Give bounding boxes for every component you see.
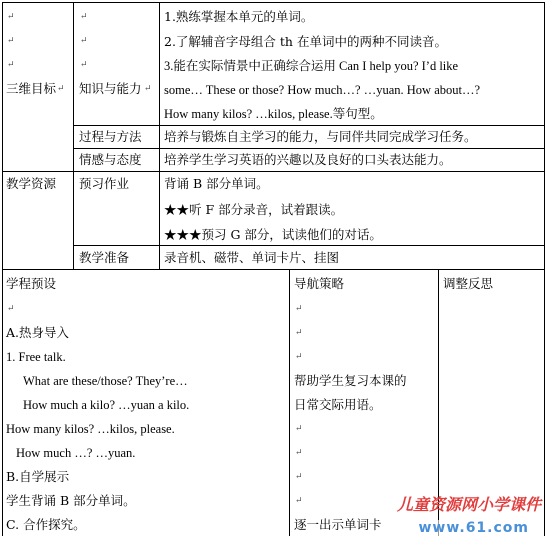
knowledge-line: 2.了解辅音字母组合 th 在单词中的两种不同读音。 [164, 34, 447, 49]
paragraph-mark: ↵ [80, 60, 88, 70]
process-header: 学程预设 [6, 276, 57, 291]
process-line: C. 合作探究。 [6, 517, 86, 532]
reflection-header: 调整反思 [443, 276, 494, 291]
watermark-title: 儿童资源网小学课件 [396, 495, 541, 514]
process-line: 1. Free talk. [6, 350, 66, 364]
emotion-label: 情感与态度 [79, 152, 142, 167]
paragraph-mark: ↵ [80, 12, 88, 22]
knowledge-line: How many kilos? …kilos, please.等句型。 [164, 107, 383, 121]
paragraph-mark: ↵ [295, 496, 303, 506]
paragraph-mark: ↵ [295, 472, 303, 482]
paragraph-mark: ↵ [7, 12, 15, 22]
preview-line: ★★★预习 G 部分，试读他们的对话。 [164, 227, 382, 242]
process-line: A.热身导入 [6, 325, 70, 340]
strategy-line: 帮助学生复习本课的 [294, 373, 407, 388]
process-line: How much a kilo? …yuan a kilo. [23, 398, 190, 412]
paragraph-mark: ↵ [7, 304, 15, 314]
paragraph-mark: ↵ [144, 84, 152, 94]
process-line: B.自学展示 [6, 469, 70, 484]
process-line: How many kilos? …kilos, please. [6, 422, 175, 436]
preview-line: ★★听 F 部分录音，试着跟读。 [164, 202, 344, 217]
knowledge-line: 3.能在实际情景中正确综合运用 Can I help you? I’d like [164, 59, 459, 73]
preview-line: 背诵 B 部分单词。 [164, 176, 269, 191]
paragraph-mark: ↵ [7, 60, 15, 70]
paragraph-mark: ↵ [80, 36, 88, 46]
emotion-text: 培养学生学习英语的兴趣以及良好的口头表达能力。 [164, 152, 452, 167]
knowledge-line: some… These or those? How much…? …yuan. How about…? [164, 83, 481, 97]
paragraph-mark: ↵ [7, 36, 15, 46]
paragraph-mark: ↵ [295, 424, 303, 434]
prep-label: 教学准备 [79, 250, 130, 265]
paragraph-mark: ↵ [295, 328, 303, 338]
strategy-header: 导航策略 [294, 276, 345, 291]
objectives-label: 三维目标 [6, 81, 57, 96]
strategy-line: 逐一出示单词卡 [294, 517, 382, 532]
process-line: 学生背诵 B 部分单词。 [6, 493, 136, 508]
resources-label: 教学资源 [6, 176, 57, 191]
paragraph-mark: ↵ [295, 304, 303, 314]
process-text: 培养与锻炼自主学习的能力，与同伴共同完成学习任务。 [164, 129, 477, 144]
strategy-line: 日常交际用语。 [294, 397, 382, 412]
paragraph-mark: ↵ [295, 352, 303, 362]
process-label: 过程与方法 [79, 129, 142, 144]
paragraph-mark: ↵ [295, 448, 303, 458]
process-line: How much …? …yuan. [16, 446, 136, 460]
knowledge-label: 知识与能力 [79, 81, 142, 96]
prep-text: 录音机、磁带、单词卡片、挂图 [164, 250, 340, 265]
knowledge-line: 1.熟练掌握本单元的单词。 [164, 9, 314, 24]
process-line: What are these/those? They’re… [23, 374, 188, 388]
paragraph-mark: ↵ [57, 84, 65, 94]
preview-label: 预习作业 [79, 176, 130, 191]
watermark-site: www.61.com [414, 520, 533, 536]
